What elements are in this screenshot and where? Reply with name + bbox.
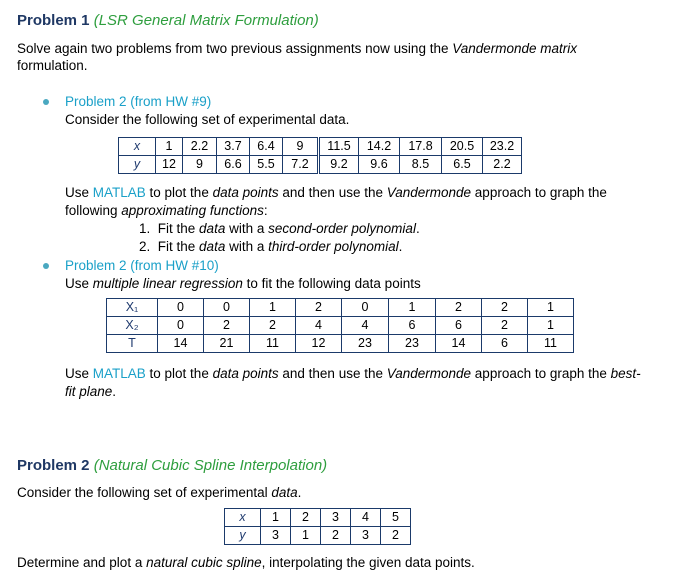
problem2-title [17, 457, 327, 474]
table-cell: 1 [291, 527, 321, 545]
table-cell: 0 [158, 317, 204, 335]
table-row [107, 317, 574, 335]
problem2-title-subtitle: (Natural Cubic Spline Interpolation) [93, 457, 328, 474]
table-cell: 9 [183, 156, 217, 174]
list-text: with a [225, 221, 269, 236]
table-label-x1: X₁ [107, 299, 158, 317]
table-cell: 0 [204, 299, 250, 317]
list-emphasis: data [199, 221, 226, 236]
table-cell: 2 [296, 299, 342, 317]
table-label-x: x [133, 139, 141, 153]
sub2-heading: Problem 2 (from HW #10) [65, 258, 219, 273]
para-text: . [112, 384, 117, 399]
table-label-t: T [107, 335, 158, 353]
table-label-x2: X₂ [107, 317, 158, 335]
lead-emphasis: data [271, 485, 298, 500]
data-table-hw9 [118, 137, 522, 174]
table-row [225, 509, 411, 527]
table-row [119, 156, 522, 174]
matlab-keyword: MATLAB [92, 185, 146, 200]
final-text: Determine and plot a [17, 555, 147, 570]
table-cell: 12 [156, 156, 183, 174]
lead-text: Use [65, 276, 93, 291]
table-cell: 2 [482, 299, 528, 317]
table-label-y: y [239, 528, 246, 542]
para-text: to plot the [145, 185, 213, 200]
table-cell: 1 [156, 138, 183, 156]
lead-text: . [297, 485, 302, 500]
table-cell: 9.6 [359, 156, 400, 174]
para-text: Use [65, 185, 93, 200]
table-cell: 21 [204, 335, 250, 353]
problem1-intro-line2: formulation. [17, 58, 88, 73]
para-emphasis: approximating functions [121, 203, 264, 218]
table-cell: 2 [321, 527, 351, 545]
sub2-paragraph-line2 [65, 384, 116, 399]
para-emphasis: data points [212, 185, 279, 200]
list-emphasis: data [199, 239, 226, 254]
table-cell: 23 [342, 335, 389, 353]
list-item [139, 239, 402, 254]
table-cell: 20.5 [442, 138, 483, 156]
para-text: and then use the [278, 185, 387, 200]
para-text: to plot the [145, 366, 213, 381]
intro-text: Solve again two problems from two previous assignments now using the [17, 41, 453, 56]
table-cell: 3.7 [217, 138, 250, 156]
para-text: : [263, 203, 268, 218]
table-cell: 23 [389, 335, 436, 353]
table-cell: 12 [296, 335, 342, 353]
table-cell: 2 [436, 299, 482, 317]
table-cell: 7.2 [283, 156, 319, 174]
para-emphasis: Vandermonde [386, 366, 472, 381]
table-cell: 1 [528, 317, 574, 335]
para-emphasis: Vandermonde [386, 185, 472, 200]
data-table-hw10 [106, 298, 574, 353]
table-cell: 6.5 [442, 156, 483, 174]
table-cell: 6.6 [217, 156, 250, 174]
table-cell: 2 [381, 527, 411, 545]
problem1-title-bold: Problem 1 [17, 12, 90, 29]
table-cell: 0 [158, 299, 204, 317]
para-emphasis: fit plane [65, 384, 113, 399]
table-cell: 2 [250, 317, 296, 335]
table-row [107, 335, 574, 353]
table-label-x: x [239, 510, 246, 524]
table-cell: 1 [389, 299, 436, 317]
table-cell: 11 [528, 335, 574, 353]
table-label-y: y [133, 157, 141, 171]
sub1-heading: Problem 2 (from HW #9) [65, 94, 212, 109]
table-cell: 1 [250, 299, 296, 317]
problem1-title [17, 12, 319, 29]
table-cell: 0 [342, 299, 389, 317]
sub1-paragraph-line2 [65, 203, 268, 218]
list-emphasis: third-order polynomial [268, 239, 399, 254]
table-cell: 5.5 [250, 156, 283, 174]
table-cell: 8.5 [400, 156, 442, 174]
final-text: , interpolating the given data points. [261, 555, 475, 570]
table-cell: 11.5 [319, 138, 359, 156]
list-text: . [415, 221, 420, 236]
table-cell: 14 [436, 335, 482, 353]
table-cell: 2 [291, 509, 321, 527]
table-cell: 14.2 [359, 138, 400, 156]
table-cell: 17.8 [400, 138, 442, 156]
table-cell: 6 [436, 317, 482, 335]
table-cell: 6.4 [250, 138, 283, 156]
lead-text: to fit the following data points [242, 276, 421, 291]
para-emphasis: data points [212, 366, 279, 381]
problem2-title-bold: Problem 2 [17, 457, 90, 474]
para-text: Use [65, 366, 93, 381]
para-text: approach to graph the [471, 185, 607, 200]
list-text: . [398, 239, 403, 254]
sub1-paragraph-line1 [65, 185, 607, 200]
table-cell: 6 [389, 317, 436, 335]
table-cell: 6 [482, 335, 528, 353]
table-cell: 3 [351, 527, 381, 545]
table-cell: 11 [250, 335, 296, 353]
lead-emphasis: multiple linear regression [92, 276, 243, 291]
table-row [225, 527, 411, 545]
data-table-spline [224, 508, 411, 545]
sub2-paragraph-line1 [65, 366, 641, 381]
table-cell: 4 [342, 317, 389, 335]
para-text: and then use the [278, 366, 387, 381]
table-cell: 14 [158, 335, 204, 353]
problem1-intro-line1 [17, 41, 577, 56]
table-cell: 9 [283, 138, 319, 156]
bullet-icon [43, 263, 49, 269]
lead-text: Consider the following set of experimental [17, 485, 272, 500]
intro-emphasis: Vandermonde matrix [452, 41, 578, 56]
table-row [119, 138, 522, 156]
list-item [139, 221, 420, 236]
sub1-lead: Consider the following set of experimental data. [65, 112, 350, 127]
list-text: with a [225, 239, 269, 254]
list-emphasis: second-order polynomial [268, 221, 416, 236]
list-text: Fit the [157, 239, 200, 254]
problem2-lead [17, 485, 301, 500]
para-text: following [65, 203, 122, 218]
problem2-final [17, 555, 475, 570]
table-cell: 3 [321, 509, 351, 527]
table-cell: 2 [482, 317, 528, 335]
problem1-title-subtitle: (LSR General Matrix Formulation) [93, 12, 319, 29]
final-emphasis: natural cubic spline [146, 555, 262, 570]
table-cell: 4 [351, 509, 381, 527]
table-cell: 3 [261, 527, 291, 545]
matlab-keyword: MATLAB [92, 366, 146, 381]
table-cell: 1 [528, 299, 574, 317]
table-cell: 9.2 [319, 156, 359, 174]
para-text: approach to graph the [471, 366, 611, 381]
table-cell: 2.2 [483, 156, 522, 174]
table-cell: 23.2 [483, 138, 522, 156]
list-number: 1. [139, 221, 151, 236]
list-number: 2. [139, 239, 151, 254]
sub2-lead [65, 276, 421, 291]
table-cell: 1 [261, 509, 291, 527]
bullet-icon [43, 99, 49, 105]
para-emphasis: best- [610, 366, 641, 381]
list-text: Fit the [157, 221, 200, 236]
table-row [107, 299, 574, 317]
table-cell: 5 [381, 509, 411, 527]
table-cell: 4 [296, 317, 342, 335]
table-cell: 2 [204, 317, 250, 335]
table-cell: 2.2 [183, 138, 217, 156]
